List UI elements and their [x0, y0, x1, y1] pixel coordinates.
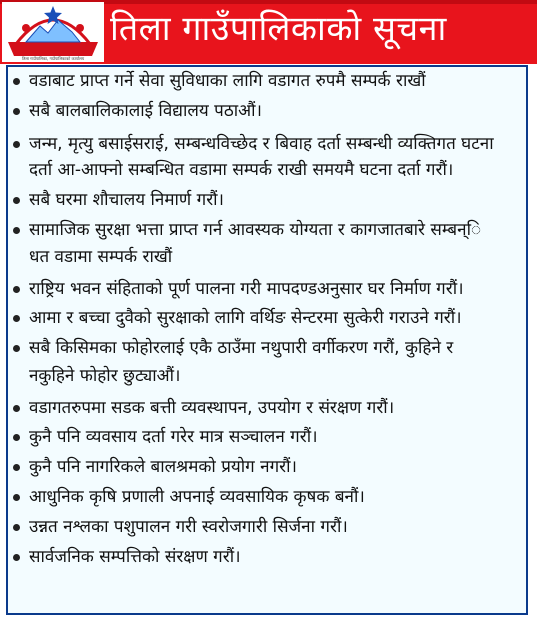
- bullet-icon: [13, 524, 20, 531]
- notice-item-text: सबै घरमा शौचालय निमार्ण गरौं।: [29, 190, 224, 210]
- notice-item-text: सार्वजनिक सम्पत्तिको संरक्षण गरौं।: [29, 547, 241, 567]
- bullet-icon: [13, 227, 20, 234]
- notice-item-text: धत वडामा सम्पर्क राखौं: [29, 247, 173, 267]
- notice-item-text: सबै बालबालिकालाई विद्यालय पठाऔं।: [29, 101, 262, 121]
- notice-item-text: वडाबाट प्राप्त गर्ने सेवा सुविधाका लागि वडागत रुपमै सम्पर्क राखौं: [29, 71, 426, 91]
- notice-title: तिला गाउँपालिकाको सूचना: [110, 9, 447, 49]
- emblem-circle-right: [76, 24, 84, 32]
- bullet-icon: [13, 108, 20, 115]
- emblem-circle-left: [22, 24, 30, 32]
- notice-item-text: नकुहिने फोहोर छुट्याऔं।: [29, 366, 181, 386]
- bullet-icon: [13, 464, 20, 471]
- notice-item-text: राष्ट्रिय भवन संहिताको पूर्ण पालना गरी मापदण्डअनुसार घर निर्माण गरौं।: [29, 279, 464, 299]
- bullet-icon: [13, 141, 20, 148]
- bullet-icon: [13, 286, 20, 293]
- notice-item-text: सामाजिक सुरक्षा भत्ता प्राप्त गर्न आवस्यक योग्यता र कागजातबारे सम्बन्ि: [29, 220, 482, 240]
- emblem-caption: तिला गाउँपालिका, गाउँपालिकाको कार्यालय: [21, 56, 85, 61]
- nepal-emblem-icon: [2, 2, 104, 62]
- notice-item-text: वडागतरुपमा सडक बत्ती व्यवस्थापन, उपयोग र संरक्षण गरौं।: [29, 398, 395, 418]
- notice-item-text: जन्म, मृत्यु बसाईसराई, सम्बन्धविच्छेद र बिवाह दर्ता सम्बन्धी व्यक्तिगत घटना: [29, 134, 494, 154]
- emblem-mountain: [26, 20, 80, 42]
- notice-item-text: कुनै पनि नागरिकले बालश्रमको प्रयोग नगरौं।: [29, 457, 297, 477]
- notice-item-text: सबै किसिमका फोहोरलाई एकै ठाउँमा नथुपारी वर्गीकरण गरौं, कुहिने र: [29, 338, 454, 358]
- notice-item-text: आधुनिक कृषि प्रणाली अपनाई व्यवसायिक कृषक बनौं।: [29, 487, 365, 507]
- notice-item-text: आमा र बच्चा दुवैको सुरक्षाको लागि वर्थिङ सेन्टरमा सुत्केरी गराउने गरौं।: [29, 308, 462, 328]
- notice-item-text: दर्ता आ-आफ्नो सम्बन्धित वडामा सम्पर्क राखी समयमै घटना दर्ता गरौं।: [29, 160, 454, 180]
- notice-item-text: उन्नत नश्लका पशुपालन गरी स्वरोजगारी सिर्जना गरौं।: [29, 517, 348, 537]
- bullet-icon: [13, 494, 20, 501]
- bullet-icon: [13, 315, 20, 322]
- bullet-icon: [13, 197, 20, 204]
- notice-board: [6, 65, 528, 615]
- bullet-icon: [13, 78, 20, 85]
- emblem-logo: [2, 2, 104, 62]
- notice-item-text: कुनै पनि व्यवसाय दर्ता गरेर मात्र सञ्चालन गरौं।: [29, 427, 318, 447]
- emblem-ribbon: [8, 42, 98, 56]
- bullet-icon: [13, 405, 20, 412]
- bullet-icon: [13, 345, 20, 352]
- bullet-icon: [13, 434, 20, 441]
- bullet-icon: [13, 554, 20, 561]
- header-banner: [0, 0, 537, 64]
